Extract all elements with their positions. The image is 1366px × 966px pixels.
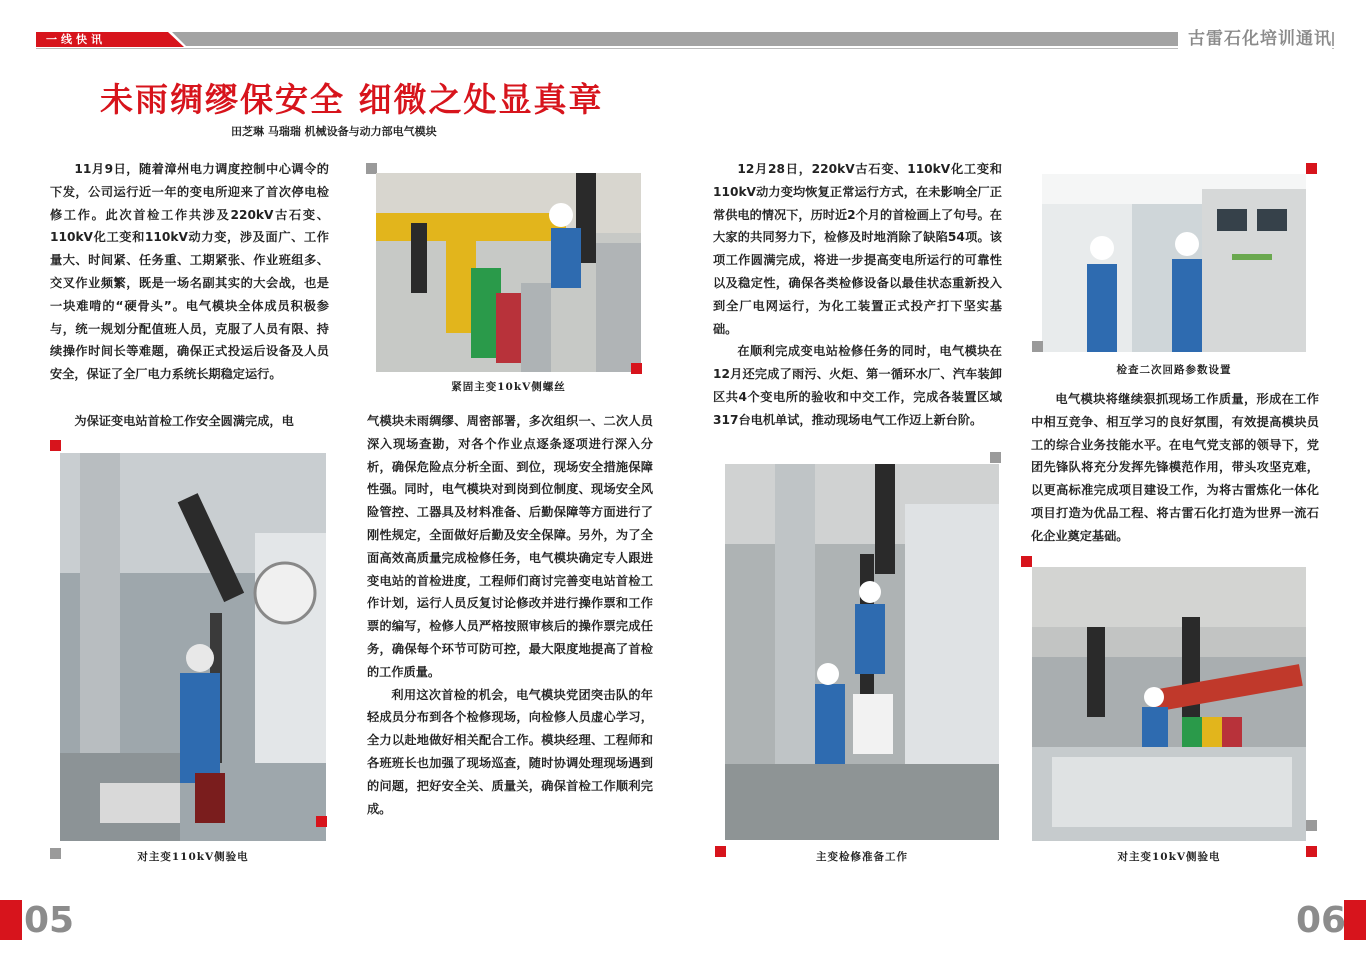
article-byline: 田芝琳 马瑞瑞 机械设备与动力部电气模块 bbox=[231, 125, 437, 138]
paragraph: 为保证变电站首检工作安全圆满完成，电 bbox=[74, 414, 294, 428]
publication-title: 古雷石化培训通讯 bbox=[1178, 28, 1332, 50]
photo-caption: 对主变10kV侧验电 bbox=[1117, 851, 1221, 863]
corner-marker bbox=[631, 363, 642, 374]
photo-caption: 主变检修准备工作 bbox=[816, 851, 908, 863]
photo-maintenance-prep bbox=[725, 464, 999, 840]
header-grey-bar bbox=[172, 32, 1334, 46]
paragraph: 12月28日，220kV古石变、110kV化工变和110kV动力变均恢复正常运行方式，在未影响全厂正常供电的情况下，历时近2个月的首检画上了句号。在大家的共同努力下，检修及时地消除了缺陷54项。该项工作圆满完成，将进一步提高变电所运行的可靠性以及稳定性，确保各类检修设备以最佳状态重新投入到全厂电网运行，为化工装置正式投产打下坚实基础。 bbox=[713, 162, 1002, 336]
paragraph: 气模块未雨绸缪、周密部署，多次组织一、二次人员深入现场查勘，对各个作业点逐条逐项进行深入分析，确保危险点分析全面、到位，现场安全措施保障性强。同时，电气模块对到岗到位制度、现场安全风险管控、工器具及材料准备、后勤保障等方面进行了刚性规定，全面做好后勤及安全保障。另外，为了全面高效高质量完成检修任务，电气模块确定专人跟进变电站的首检进度，工程师们商讨完善变电站首检工作计划，运行人员反复讨论修改并进行操作票和工作票的编写，检修人员严格按照审核后的操作票完成任务，确保每个环节可防可控，最大限度地提高了首检的工作质量。 bbox=[367, 414, 653, 679]
page-number-right: 06 bbox=[1296, 900, 1347, 941]
photo-10kv-bolts bbox=[376, 173, 641, 372]
photo-10kv-test bbox=[1032, 567, 1306, 841]
page-number-left: 05 bbox=[24, 900, 75, 941]
paragraph: 11月9日，随着漳州电力调度控制中心调令的下发，公司运行近一年的变电所迎来了首次停电检修工作。此次首检工作共涉及220kV古石变、110kV化工变和110kV动力变，涉及面广、工作量大、时间紧、任务重、工期紧张、作业班组多、交叉作业频繁，既是一场名副其实的大会战，也是一块难啃的“硬骨头”。电气模块全体成员积极参与，统一规划分配值班人员，克服了人员有限、持续操作时间长等难题，确保正式投运后设备及人员安全，保证了全厂电力系统长期稳定运行。 bbox=[50, 162, 329, 382]
paragraph: 利用这次首检的机会，电气模块党团突击队的年轻成员分布到各个检修现场，向检修人员虚心学习，全力以赴地做好相关配合工作。模块经理、工程师和各班班长也加强了现场巡查，随时协调处理现场遇到的问题，把好安全关、质量关，确保首检工作顺利完成。 bbox=[367, 687, 653, 816]
body-column-3 bbox=[713, 158, 1002, 432]
corner-marker bbox=[1021, 556, 1032, 567]
photo-110kv-test bbox=[60, 453, 326, 841]
corner-marker bbox=[1306, 846, 1317, 857]
body-column-2 bbox=[367, 410, 653, 820]
section-tag: 一线快讯 bbox=[46, 33, 106, 46]
corner-marker bbox=[1032, 341, 1043, 352]
body-column-1-continued bbox=[50, 410, 329, 433]
corner-marker bbox=[1306, 820, 1317, 831]
photo-caption: 检查二次回路参数设置 bbox=[1116, 364, 1232, 376]
photo-caption: 紧固主变10kV侧螺丝 bbox=[451, 381, 566, 393]
page-number-bar-left bbox=[0, 900, 22, 940]
photo-secondary-circuit bbox=[1042, 174, 1306, 352]
paragraph: 电气模块将继续狠抓现场工作质量，形成在工作中相互竞争、相互学习的良好氛围，有效提高模块员工的综合业务技能水平。在电气党支部的领导下，党团先锋队将充分发挥先锋模范作用，带头攻坚克难，以更高标准完成项目建设工作，为将古雷炼化一体化项目打造为优品工程、将古雷石化打造为世界一流石化企业奠定基础。 bbox=[1031, 392, 1319, 543]
corner-marker bbox=[316, 816, 327, 827]
body-column-1 bbox=[50, 158, 329, 386]
corner-marker bbox=[990, 452, 1001, 463]
page-number-bar-right bbox=[1344, 900, 1366, 940]
paragraph: 在顺利完成变电站检修任务的同时，电气模块在12月还完成了雨污、火炬、第一循环水厂、汽车装卸区共4个变电所的验收和中交工作，完成各装置区域317台电机单试，推动现场电气工作迈上新台阶。 bbox=[713, 344, 1002, 427]
photo-caption: 对主变110kV侧验电 bbox=[137, 851, 249, 863]
body-column-4 bbox=[1031, 388, 1319, 548]
article-title: 未雨绸缪保安全 细微之处显真章 bbox=[100, 80, 604, 119]
corner-marker bbox=[1306, 163, 1317, 174]
header-rule bbox=[36, 48, 1334, 49]
corner-marker bbox=[50, 440, 61, 451]
